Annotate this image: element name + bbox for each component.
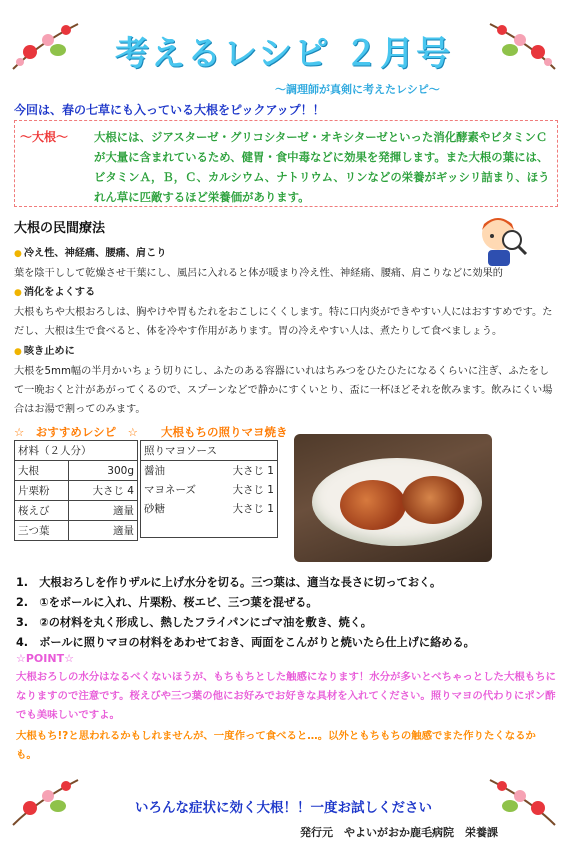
- table-row: [15, 481, 138, 501]
- ingredient-amount: 適量: [69, 501, 138, 521]
- ingredient-amount: 大さじ 4: [69, 481, 138, 501]
- sauce-amount: 大さじ 1: [232, 484, 274, 496]
- ingredients-header: 材料（２人分）: [15, 441, 138, 461]
- page-subtitle: ～調理師が真剣に考えたレシピ～: [275, 83, 440, 96]
- ingredient-name: 三つ葉: [15, 521, 69, 541]
- sauce-table: [140, 440, 278, 538]
- table-row: [15, 461, 138, 481]
- daikon-label: ～大根～: [20, 130, 69, 144]
- folk-item-heading: 咳き止めに: [23, 346, 75, 357]
- folk-item-body: 葉を陰干しして乾燥させ干葉にし、風呂に入れると体が暖まり冷え性、神経痛、腰痛、肩こりなどに効果的: [14, 268, 503, 279]
- table-row: [141, 480, 278, 499]
- sauce-name: 醤油: [144, 465, 165, 477]
- folk-remedy-title: 大根の民間療法: [14, 221, 106, 236]
- folk-item-2: [14, 283, 554, 341]
- recipe-title: ☆ おすすめレシピ ☆ 大根もちの照りマヨ焼き: [14, 425, 288, 439]
- point-text-2: 大根もち!?と思われるかもしれませんが、一度作って食べると…。以外ともちもちの触感でまた作りたくなるかも。: [16, 730, 536, 761]
- bullet-icon: ●: [14, 288, 22, 298]
- sauce-amount: 大さじ 1: [232, 503, 274, 515]
- table-row: [141, 499, 278, 518]
- folk-item-body: 大根もちや大根おろしは、胸やけや胃もたれをおこしにくくします。特に口内炎ができやすい人にはおすすめです。ただし、大根は生で食べると、体を冷やす作用があります。胃の冷えやすい人は、煮たりして食べましょう。: [14, 307, 553, 337]
- table-row: [15, 521, 138, 541]
- step-item: 1. 大根おろしを作りザルに上げ水分を切る。三つ葉は、適当な長さに切っておく。: [16, 576, 442, 589]
- sauce-name: マヨネーズ: [144, 484, 196, 496]
- ingredients-table: [14, 440, 138, 541]
- step-item: 4. ボールに照りマヨの材料をあわせておき、両面をこんがりと焼いたら仕上げに絡める。: [16, 636, 475, 649]
- sauce-name: 砂糖: [144, 503, 165, 515]
- intro-text: 今回は、春の七草にも入っている大根をピックアップ！！: [14, 103, 325, 117]
- step-item: 3. ②の材料を丸く形成し、熱したフライパンにゴマ油を敷き、焼く。: [16, 616, 372, 629]
- step-item: 2. ①をボールに入れ、片栗粉、桜エビ、三つ葉を混ぜる。: [16, 596, 318, 609]
- publisher: 発行元 やよいがおか鹿毛病院 栄養課: [300, 826, 498, 839]
- ingredient-amount: 適量: [69, 521, 138, 541]
- ingredient-name: 桜えび: [15, 501, 69, 521]
- ingredient-name: 片栗粉: [15, 481, 69, 501]
- folk-item-3: [14, 342, 554, 419]
- sauce-header: 照りマヨソース: [141, 441, 278, 461]
- folk-item-heading: 消化をよくする: [23, 287, 96, 298]
- ingredient-amount: 300g: [69, 461, 138, 481]
- ingredient-name: 大根: [15, 461, 69, 481]
- recipe-steps: [16, 573, 556, 653]
- folk-item-heading: 冷え性、神経痛、腰痛、肩こり: [23, 248, 167, 259]
- sauce-amount: 大さじ 1: [232, 465, 274, 477]
- bullet-icon: ●: [14, 347, 22, 357]
- plate-shape: [312, 458, 482, 546]
- daikon-mochi-shape: [402, 476, 464, 524]
- table-row: [15, 501, 138, 521]
- folk-item-body: 大根を5mm幅の半月かいちょう切りにし、ふたのある容器にいれはちみつをひたひたになるくらいに注ぎ、ふたをして一晩おくと汁があがってくるので、スプーンなどで静かにすくいとり、盃に一杯ほどそれを飲みます。飲みにくい場合はお湯で割ってのみます。: [14, 366, 553, 415]
- footer-message: いろんな症状に効く大根！！一度お試しください: [135, 800, 432, 816]
- bullet-icon: ●: [14, 249, 22, 259]
- daikon-description: 大根には、ジアスターゼ・グリコシターゼ・オキシターゼといった消化酵素やビタミンＣが大量に含まれているため、健胃・食中毒などに効果を発揮します。また大根の葉には、ビタミンＡ，Ｂ，Ｃ、カルシウム、ナトリウム、リンなどの栄養がギッシリ詰まり、ほうれん草に匹敵するほど栄養価があります。: [94, 130, 550, 204]
- point-heading: ☆POINT☆: [16, 652, 74, 665]
- table-row: [141, 461, 278, 481]
- page-title: 考えるレシピ ２月号: [115, 34, 452, 74]
- point-text: 大根おろしの水分はなるべくないほうが、もちもちとした触感になります！水分が多いとべちゃっとした大根もちになりますので注意です。桜えびや三つ葉の他にお好みでお好きな具材を入れてください。照りマヨの代わりにポン酢でも美味しいですよ。: [16, 671, 556, 721]
- folk-item-1: [14, 244, 554, 283]
- dish-photo: [294, 434, 492, 562]
- daikon-mochi-shape: [340, 480, 406, 530]
